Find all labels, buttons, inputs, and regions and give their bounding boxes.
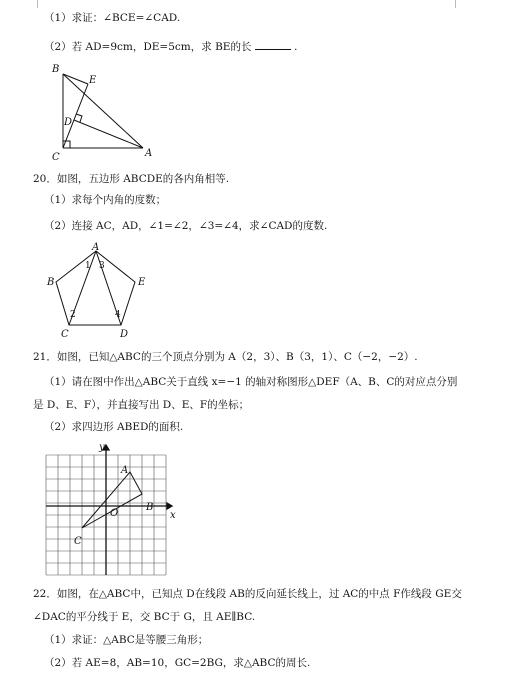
x-axis-arrow-icon [167,503,172,509]
axis-label-y: y [99,442,105,453]
label-c: C [52,152,60,163]
label-a: A [121,465,129,476]
label-a: A [145,148,153,159]
label-c: C [74,536,82,547]
q21-part1a: （1）请在图中作出△ABC关于直线 x=−1 的轴对称图形△DEF（A、B、C的对应点分别 [44,376,458,388]
q22-part2: （2）若 AE=8，AB=10，GC=2BG，求△ABC的周长. [44,657,311,669]
q20-part2: （2）连接 AC，AD，∠1=∠2，∠3=∠4，求∠CAD的度数. [44,220,328,232]
axis-label-x: x [170,510,176,521]
label-c: C [61,329,69,340]
q19-part2-end: . [294,41,298,53]
q21-part2: （2）求四边形 ABED的面积. [44,421,184,433]
q20-title: 20．如图，五边形 ABCDE的各内角相等. [33,173,230,185]
label-e: E [138,277,146,288]
label-a: A [92,242,100,253]
q19-part1: （1）求证：∠BCE=∠CAD. [44,12,181,24]
q22-title: 22．如图，在△ABC中，已知点 D在线段 AB的反向延长线上，过 AC的中点 F作线段 GE交 [33,588,462,600]
label-d: D [120,329,129,340]
label-origin: O [110,508,119,519]
q22-part1: （1）求证：△ABC是等腰三角形； [44,634,209,646]
label-d: D [64,117,73,128]
triangle-abc [82,472,142,528]
q20-part1: （1）求每个内角的度数； [44,194,167,206]
q21-title: 21．如图，已知△ABC的三个顶点分别为 A（2，3）、B（3，1）、C（−2，−2）. [33,351,418,363]
angle-label-1: 1 [85,261,91,271]
q19-part2-text: （2）若 AD=9cm，DE=5cm，求 BE的长 [44,41,252,53]
label-b: B [146,502,154,513]
label-e: E [89,75,97,86]
angle-label-2: 2 [70,310,76,320]
q22-continuation: ∠DAC的平分线于 E，交 BC于 G，且 AE∥BC. [33,611,256,623]
angle-label-3: 3 [99,261,105,271]
q21-part1b: 是 D、E、F），并直接写出 D、E、F的坐标； [33,399,250,411]
label-b: B [52,64,60,75]
label-b: B [47,277,55,288]
angle-label-4: 4 [115,310,121,320]
